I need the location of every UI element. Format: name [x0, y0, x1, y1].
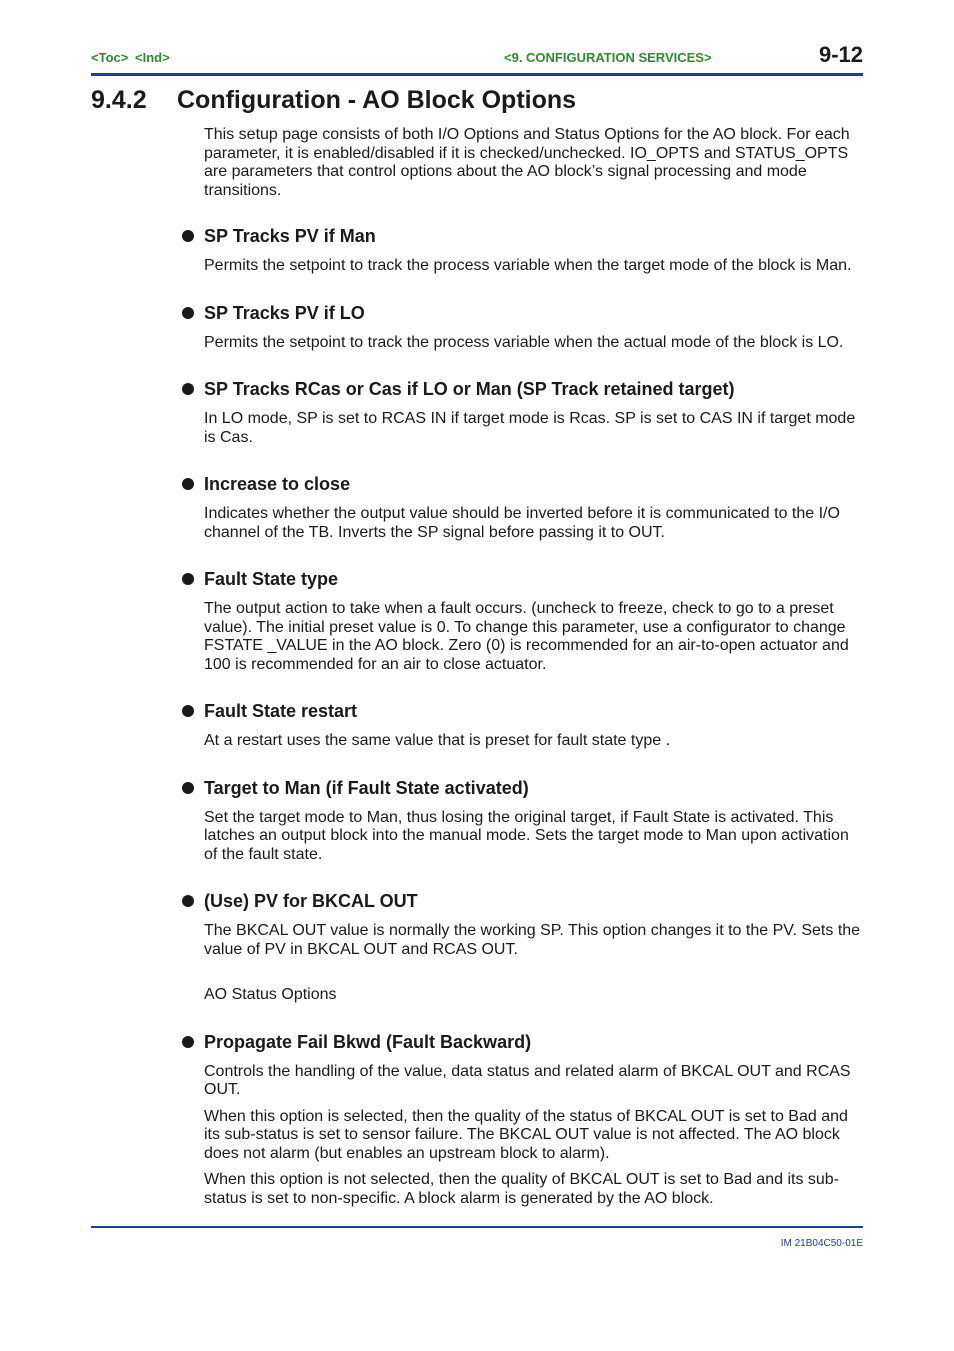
option-block: [204, 1032, 864, 1209]
option-description: The output action to take when a fault occurs. (uncheck to freeze, check to go to a preset value). The initial preset value is 0. To change this parameter, use a configurator to change FSTATE _VALUE in the AO block. Zero (0) is recommended for an air-to-open actuator and 100 is recommended for an air to close actuator.: [204, 600, 849, 673]
bullet-icon: [182, 383, 194, 395]
status-options-label: AO Status Options: [204, 986, 337, 1003]
page-content: [204, 126, 864, 1235]
option-description: In LO mode, SP is set to RCAS IN if target mode is Rcas. SP is set to CAS IN if target mode is Cas.: [204, 410, 856, 446]
option-description: Permits the setpoint to track the process variable when the target mode of the block is Man.: [204, 257, 852, 274]
option-title-text: Propagate Fail Bkwd (Fault Backward): [204, 1031, 532, 1052]
bullet-icon: [182, 573, 194, 585]
header-rule: [91, 73, 863, 76]
option-title: [204, 569, 864, 589]
bullet-icon: [182, 230, 194, 242]
option-block: [204, 701, 864, 751]
option-block: [204, 569, 864, 674]
option-description: Controls the handling of the value, data status and related alarm of BKCAL OUT and RCAS OUT.: [204, 1062, 851, 1098]
option-block: [204, 379, 864, 447]
option-title-text: Target to Man (if Fault State activated): [204, 777, 529, 798]
option-description: When this option is selected, then the quality of the status of BKCAL OUT is set to Bad and its sub-status is set to sensor failure. The BKCAL OUT value is not affected. The AO block does not alarm (but enables an upstream block to alarm).: [204, 1107, 848, 1162]
footer-rule: [91, 1226, 863, 1228]
bullet-icon: [182, 307, 194, 319]
bullet-icon: [182, 478, 194, 490]
option-title: [204, 303, 864, 323]
option-description: When this option is not selected, then the quality of BKCAL OUT is set to Bad and its sub-status is set to non-specific. A block alarm is generated by the AO block.: [204, 1171, 840, 1207]
option-title: [204, 891, 864, 911]
chapter-link[interactable]: <9. CONFIGURATION SERVICES>: [504, 50, 712, 65]
option-title: [204, 701, 864, 721]
option-title-text: Fault State type: [204, 569, 339, 589]
option-title-text: SP Tracks PV if LO: [204, 302, 365, 323]
option-description: Set the target mode to Man, thus losing the original target, if Fault State is activated. This latches an output block into the manual mode. Sets the target mode to Man upon activation of the fault state.: [204, 808, 849, 863]
index-link[interactable]: <Ind>: [135, 50, 170, 65]
option-description: At a restart uses the same value that is preset for fault state type .: [204, 732, 671, 749]
option-title: [204, 226, 864, 246]
option-block: [204, 474, 864, 542]
option-title-text: Fault State restart: [204, 701, 358, 721]
document-id: IM 21B04C50-01E: [780, 1238, 863, 1249]
option-title-text: Increase to close: [204, 474, 351, 494]
option-title-text: SP Tracks PV if Man: [204, 226, 376, 246]
bullet-icon: [182, 782, 194, 794]
option-block: [204, 778, 864, 865]
option-description: Indicates whether the output value should be inverted before it is communicated to the I/O channel of the TB. Inverts the SP signal before passing it to OUT.: [204, 505, 840, 541]
status-options-list: [204, 1032, 864, 1209]
bullet-icon: [182, 1036, 194, 1048]
option-title-text: SP Tracks RCas or Cas if LO or Man (SP Track retained target): [204, 379, 735, 399]
intro-paragraph: This setup page consists of both I/O Options and Status Options for the AO block. For each parameter, it is enabled/disabled if it is checked/unchecked. IO_OPTS and STATUS_OPTS are parameters that control options about the AO block’s signal processing and mode transitions.: [204, 126, 850, 199]
section-heading: [91, 86, 576, 115]
page-header: [91, 44, 863, 76]
section-number: 9.4.2: [91, 86, 147, 114]
option-description: Permits the setpoint to track the process variable when the actual mode of the block is LO.: [204, 333, 844, 351]
io-options-list: [204, 226, 864, 959]
bullet-icon: [182, 895, 194, 907]
option-block: [204, 226, 864, 276]
page-number: 9-12: [818, 42, 863, 67]
toc-link[interactable]: <Toc>: [91, 50, 129, 65]
option-block: [204, 891, 864, 959]
option-title: [204, 474, 864, 494]
option-description: The BKCAL OUT value is normally the working SP. This option changes it to the PV. Sets the value of PV in BKCAL OUT and RCAS OUT.: [204, 922, 861, 958]
section-title: Configuration - AO Block Options: [177, 86, 577, 114]
option-title: [204, 1032, 864, 1052]
option-title-text: (Use) PV for BKCAL OUT: [204, 891, 418, 911]
option-block: [204, 303, 864, 353]
bullet-icon: [182, 705, 194, 717]
option-title: [204, 778, 864, 798]
option-title: [204, 379, 864, 399]
